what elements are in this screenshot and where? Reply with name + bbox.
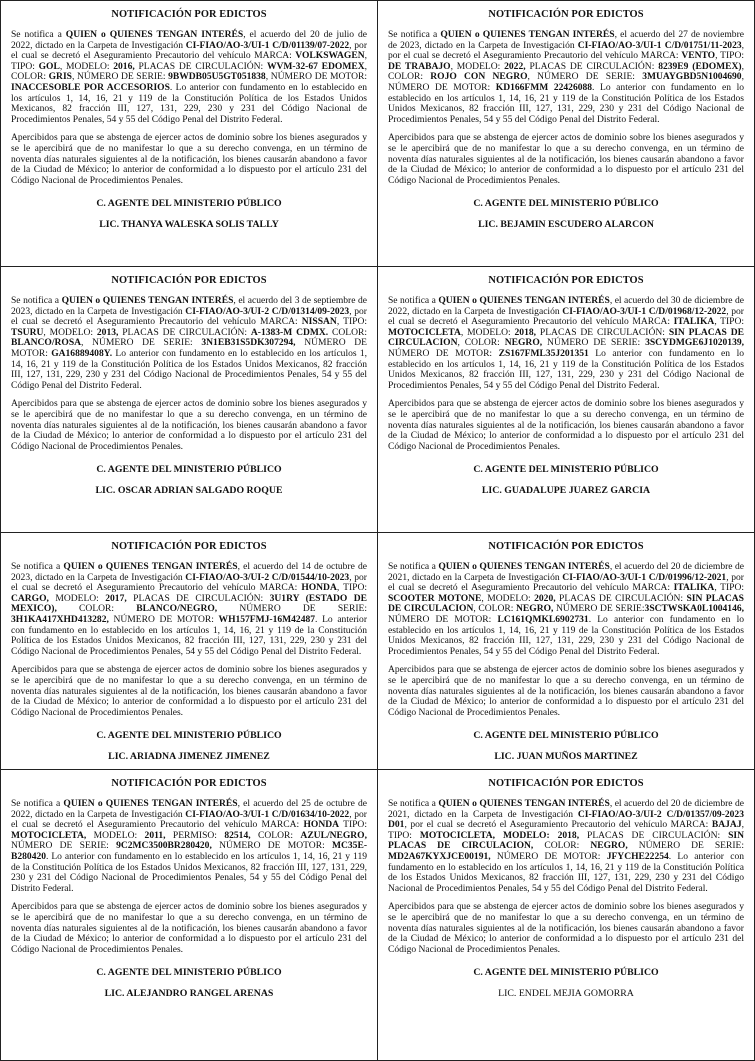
notice-body-text: MODELO: bbox=[48, 592, 106, 604]
notice-body-text: Se notifica a bbox=[388, 295, 439, 306]
notice-body-bold: WH157FMJ-16M42487 bbox=[218, 613, 316, 625]
notice-body-text: , TIPO: bbox=[715, 50, 744, 62]
notice-body-bold: KD166FMM 22426088 bbox=[495, 81, 593, 93]
notice-body-text: , TIPO: bbox=[714, 582, 744, 594]
signature-office: C. AGENTE DEL MINISTERIO PÚBLICO bbox=[473, 730, 659, 742]
notice-body-text: , MODELO: bbox=[481, 592, 535, 604]
notice-body-bold: CI-FIAO/AO-3/UI-1 C/D/01139/07-2022 bbox=[185, 39, 350, 51]
notice-body-bold: GRIS bbox=[48, 71, 72, 83]
notice-title: NOTIFICACIÓN POR EDICTOS bbox=[488, 778, 644, 789]
notice-body-text: PLACAS DE CIRCULACIÓN: bbox=[579, 829, 729, 841]
notice-body-text: NÚMERO DE MOTOR: bbox=[108, 613, 219, 625]
notice-body bbox=[388, 296, 744, 391]
notice-title: NOTIFICACIÓN POR EDICTOS bbox=[111, 778, 267, 789]
notice-body-bold: MD2A67KYXJCE00191, bbox=[388, 850, 491, 862]
signature-name: LIC. ARIADNA JIMENEZ JIMENEZ bbox=[108, 751, 270, 763]
notice-body bbox=[11, 296, 367, 391]
notice-body-text: , por el cual se decretó el Aseguramiento Precautorio del vehículo MARCA: bbox=[11, 305, 367, 328]
signature-name: LIC. THANYA WALESKA SOLIS TALLY bbox=[99, 219, 279, 231]
notice-body-text: , NÚMERO DE MOTOR: bbox=[388, 71, 744, 93]
notice-warning: Apercibidos para que se abstenga de ejercer actos de dominio sobre los bienes asegurados y se le apercibirá que de no manifestar lo que a su derecho convenga, en un término de noventa días naturales siguientes al de la notificación, los bienes causarán abandono a favor de la Ciudad de México; lo anterior de conformidad a lo dispuesto por el artículo 231 del Código Nacional de Procedimientos Penales. bbox=[11, 132, 367, 186]
notice-body-bold: WVM-32-67 EDOMEX bbox=[266, 60, 365, 72]
notice-body-text: , por el cual se decretó el Aseguramiento Precautorio del vehículo MARCA: bbox=[388, 39, 745, 62]
notice-body-bold: ZS167FML35J201351 bbox=[498, 347, 589, 359]
notice-body-bold: 3N1EB31S5DK307294, bbox=[201, 337, 296, 349]
notice-body-text: NÚMERO DE MOTOR: bbox=[211, 840, 332, 852]
notice-body-bold: TSURU bbox=[11, 326, 44, 338]
notice-body-bold: MOTOCICLETA bbox=[388, 326, 461, 338]
notice-body-bold: CI-FIAO/AO-3/UI-1 C/D/01996/12-2021 bbox=[562, 571, 727, 583]
notice-body-bold: ITALIKA bbox=[673, 316, 715, 328]
notice-body-text: PLACAS DE CIRCULACIÓN: bbox=[126, 592, 270, 604]
notice-body-bold: A-1383-M CDMX. bbox=[250, 326, 329, 338]
notice-body-bold: 2011, bbox=[144, 829, 166, 841]
signature-name: LIC. OSCAR ADRIAN SALGADO ROQUE bbox=[95, 485, 283, 497]
notice-warning: Apercibidos para que se abstenga de ejercer actos de dominio sobre los bienes asegurados y se le apercibirá que de no manifestar lo que a su derecho convenga, en un término de noventa días naturales siguientes al de la notificación, los bienes causarán abandono a favor de la Ciudad de México; lo anterior de conformidad a lo dispuesto por el artículo 231 del Código Nacional de Procedimientos Penales. bbox=[388, 398, 744, 452]
signature-office: C. AGENTE DEL MINISTERIO PÚBLICO bbox=[96, 967, 282, 979]
notice-2 bbox=[378, 1, 754, 267]
notice-body-bold: ITALIKA bbox=[673, 582, 715, 594]
notice-body-text: , por el cual se decretó el Aseguramiento Precautorio del vehículo MARCA: bbox=[388, 305, 744, 328]
notice-body-text: , el acuerdo del 25 de octubre de 2022, dictado en la Carpeta de Investigación bbox=[11, 798, 367, 820]
notice-body-bold: LC161QMKL6902731 bbox=[497, 613, 589, 625]
notice-body-bold: QUIEN o QUIENES TENGAN INTERÉS bbox=[440, 29, 615, 40]
notice-body-text: NÚMERO DE SERIE: bbox=[553, 603, 645, 615]
notice-body-text: COLOR: bbox=[533, 840, 591, 852]
notice-body-bold: VOLKSWAGEN bbox=[295, 50, 365, 62]
signature-office: C. AGENTE DEL MINISTERIO PÚBLICO bbox=[96, 730, 282, 742]
notice-body-bold: CI-FIAO/AO-3/UI-2 C/D/01314/09-2023 bbox=[185, 305, 350, 317]
notice-body-bold: INACCESOBLE POR ACCESORIOS bbox=[11, 81, 170, 93]
notice-title: NOTIFICACIÓN POR EDICTOS bbox=[488, 9, 644, 20]
notice-body-text: , TIPO: bbox=[11, 50, 367, 72]
notice-body-text: Lo anterior con fundamento en lo establecido en los artículos 1, 14, 16, 21 y 119 de la Constitución Política de los Estados Unidos Mexicanos, 82 fracción III, 127, 131, 229, 230 y 231 del Código Nacional de Procedimientos Penales, 54 y 55 del Código Penal del Distrito Federal. bbox=[11, 347, 367, 391]
notice-body-text: , TIPO: bbox=[336, 316, 367, 328]
signature-name: LIC. ENDEL MEJIA GOMORRA bbox=[498, 988, 634, 1000]
notice-body bbox=[388, 30, 744, 125]
notice-title: NOTIFICACIÓN POR EDICTOS bbox=[488, 541, 644, 552]
notice-warning: Apercibidos para que se abstenga de ejercer actos de dominio sobre los bienes asegurados y se le apercibirá que de no manifestar lo que a su derecho convenga, en un término de noventa días naturales siguientes al de la notificación, los bienes causarán abandono a favor de la Ciudad de México; lo anterior de conformidad a lo dispuesto por el artículo 231 del Código Nacional de Procedimientos Penales. bbox=[388, 132, 744, 186]
notice-body-text: COLOR: bbox=[328, 326, 367, 338]
notice-body-text: , COLOR: bbox=[473, 603, 517, 615]
notice-body-bold: 82514, bbox=[224, 829, 251, 841]
signature-name: LIC. ALEJANDRO RANGEL ARENAS bbox=[104, 988, 274, 1000]
notice-body-text: NÚMERO DE SERIE: bbox=[217, 603, 367, 615]
notice-body-bold: QUIEN o QUIENES TENGAN INTERÉS bbox=[63, 798, 238, 809]
notice-body-text: , COLOR: bbox=[457, 337, 505, 349]
notice-body-text: , MODELO: bbox=[43, 326, 97, 338]
notice-8 bbox=[378, 770, 754, 1060]
notice-body-bold: BLANCO/ROSA bbox=[11, 337, 82, 349]
notice-body-text: , el acuerdo del 30 de diciembre de 2022, dictado en la Carpeta de Investigación bbox=[388, 295, 744, 317]
notice-body-text: Se notifica a bbox=[388, 29, 441, 40]
notice-body-text: , el acuerdo del 27 de noviembre de 2023, dictado en la Carpeta de Investigación bbox=[388, 29, 744, 51]
notice-body-text: PLACAS DE CIRCULACIÓN: bbox=[536, 326, 669, 338]
notice-body-text: TIPO: bbox=[339, 819, 367, 831]
signature-office: C. AGENTE DEL MINISTERIO PÚBLICO bbox=[96, 464, 282, 476]
notice-warning: Apercibidos para que se abstenga de ejercer actos de dominio sobre los bienes asegurados y se le apercibirá que de no manifestar lo que a su derecho convenga, en un término de noventa días naturales siguientes al de la notificación, los bienes causarán abandono a favor de la Ciudad de México; lo anterior de conformidad a lo dispuesto por el artículo 231 del Código Nacional de Procedimientos Penales. bbox=[388, 901, 744, 955]
notice-body-text: , por el cual se decretó el Aseguramiento Precautorio del vehículo MARCA: bbox=[388, 571, 744, 594]
notice-body-text: . Lo anterior con fundamento en lo establecido en los artículos 1, 14, 16, 21 y 119 de la Constitución Política de los Estados Unidos Mexicanos, 82 fracción III, 127, 131, 229, 230 y 231 del Código Nacional de Procedimientos Penales, 54 y 55 del Código Penal del Distrito Federal. bbox=[11, 850, 367, 894]
notice-body-bold: SIN PLACAS DE CIRCULACION bbox=[388, 592, 744, 615]
notice-body-bold: QUIEN o QUIENES TENGAN INTERÉS bbox=[65, 29, 244, 40]
notice-body-text: MODELO: bbox=[86, 829, 145, 841]
notice-body-bold: DE TRABAJO bbox=[388, 60, 451, 72]
notice-body-bold: QUIEN o QUIENES TENGAN INTERÉS bbox=[438, 561, 610, 572]
notice-body bbox=[11, 562, 367, 657]
notice-title: NOTIFICACIÓN POR EDICTOS bbox=[111, 9, 267, 20]
notice-warning: Apercibidos para que se abstenga de ejercer actos de dominio sobre los bienes asegurados y se le apercibirá que de no manifestar lo que a su derecho convenga, en un término de noventa días naturales siguientes al de la notificación, los bienes causarán abandono a favor de la Ciudad de México; lo anterior de conformidad a lo dispuesto por el artículo 231 del Código Nacional de Procedimientos Penales. bbox=[11, 901, 367, 955]
notice-body-bold: MC35E-B280420 bbox=[11, 840, 367, 862]
notice-title: NOTIFICACIÓN POR EDICTOS bbox=[111, 541, 267, 552]
notice-body-text: NÚMERO DE MOTOR: bbox=[388, 347, 499, 359]
notice-body-bold: ROJO CON NEGRO bbox=[430, 71, 528, 83]
notice-warning: Apercibidos para que se abstenga de ejercer actos de dominio sobre los bienes asegurados y se le apercibirá que de no manifestar lo que a su derecho convenga, en un término de noventa días naturales siguientes al de la notificación, los bienes causarán abandono a favor de la Ciudad de México; lo anterior de conformidad a lo dispuesto por el artículo 231 del Código Nacional de Procedimientos Penales. bbox=[388, 664, 744, 718]
notice-body-text: NÚMERO DE SERIE: bbox=[11, 840, 117, 852]
notice-title: NOTIFICACIÓN POR EDICTOS bbox=[111, 275, 267, 286]
notice-body-text: , NÚMERO DE SERIE: bbox=[71, 71, 169, 83]
notice-body-bold: VENTO bbox=[681, 50, 716, 62]
notice-body-text: COLOR: bbox=[250, 829, 301, 841]
notice-body-text: , el acuerdo del 14 de octubre de 2023, dictado en la Carpeta de Investigación bbox=[11, 561, 367, 583]
notice-body-bold: 3SCTWSKA0L1004146, bbox=[644, 603, 745, 615]
signature-name: LIC. GUADALUPE JUAREZ GARCIA bbox=[481, 485, 651, 497]
notice-body-bold: NEGRO, bbox=[504, 337, 543, 349]
notice-body-bold: 2016, bbox=[113, 60, 135, 72]
notice-body-text: PERMISO: bbox=[165, 829, 225, 841]
notice-body-text: Se notifica a bbox=[11, 29, 66, 40]
notice-body-bold: 9C2MC3500BR280420, bbox=[116, 840, 212, 852]
notice-body-text: , MODELO: bbox=[460, 326, 515, 338]
notice-body-bold: 2020, bbox=[534, 592, 556, 604]
notice-body-text: Se notifica a bbox=[11, 295, 62, 306]
notice-body-text: , NÚMERO DE SERIE: bbox=[81, 337, 202, 349]
notice-warning: Apercibidos para que se abstenga de ejercer actos de dominio sobre los bienes asegurados y se le apercibirá que de no manifestar lo que a su derecho convenga, en un término de noventa días naturales siguientes al de la notificación, los bienes causarán abandono a favor de la Ciudad de México; lo anterior de conformidad a lo dispuesto por el artículo 231 del Código Nacional de Procedimientos Penales. bbox=[11, 398, 367, 452]
notice-body-bold: QUIEN o QUIENES TENGAN INTERÉS bbox=[438, 798, 610, 809]
notice-body-bold: 2018, bbox=[514, 326, 537, 338]
notice-body bbox=[388, 562, 744, 657]
notice-7 bbox=[1, 770, 378, 1060]
notice-body-text: PLACAS DE CIRCULACIÓN: bbox=[555, 592, 687, 604]
notice-body-text: , por el cual se decretó el Aseguramiento Precautorio del vehículo MARCA: bbox=[11, 39, 367, 62]
notice-body-text: NÚMERO DE SERIE: bbox=[542, 337, 646, 349]
notice-body-text: , TIPO: bbox=[714, 316, 744, 328]
notice-body-bold: CI-FIAO/AO-3/UI-1 C/D/01634/10-2022 bbox=[185, 808, 350, 820]
notice-body-bold: CARGO, bbox=[11, 592, 49, 604]
notice-body-bold: CI-FIAO/AO-3/UI-1 C/D/01968/12-2022 bbox=[562, 305, 727, 317]
notice-body-bold: HONDA bbox=[303, 819, 340, 831]
notice-body-bold: 8239E9 (EDOMEX) bbox=[658, 60, 742, 72]
notice-body-bold: MOTOCICLETA, bbox=[11, 829, 87, 841]
notice-body-text: , por el cual se decretó el Aseguramiento Precautorio del vehículo MARCA: bbox=[11, 571, 367, 594]
notice-body-text: PLACAS DE CIRCULACIÓN: bbox=[118, 326, 251, 338]
notice-body-bold: 2013, bbox=[96, 326, 119, 338]
notice-body-bold: 3H1KA417XHD413282, bbox=[11, 613, 109, 625]
signature-name: LIC. BEJAMIN ESCUDERO ALARCON bbox=[478, 219, 654, 231]
notice-body-text: , TIPO: bbox=[388, 819, 744, 841]
notice-body-text: PLACAS DE CIRCULACIÓN: bbox=[134, 60, 267, 72]
notice-body-bold: 2022, bbox=[504, 60, 526, 72]
notice-body-bold: JFYCHE22254 bbox=[606, 850, 669, 862]
notice-body-text: , por el cual se decretó el Aseguramiento Precautorio del vehículo MARCA: bbox=[11, 808, 367, 831]
notice-body-bold: BAJAJ bbox=[711, 819, 742, 831]
notice-body-bold: GA16889408Y. bbox=[51, 347, 113, 359]
notice-body-text: Se notifica a bbox=[11, 798, 64, 809]
notice-body-bold: MOTOCICLETA, MODELO: 2018, bbox=[419, 829, 580, 841]
notice-body-bold: AZUL/NEGRO, bbox=[300, 829, 367, 841]
notice-body-text: NÚMERO DE MOTOR: bbox=[11, 337, 367, 359]
notice-body-bold: 3U1RY (ESTADO DE MEXICO), bbox=[11, 592, 367, 615]
notice-body bbox=[11, 30, 367, 125]
notice-body-bold: 3SCYDMGE6J1020139, bbox=[645, 337, 744, 349]
notice-body-bold: CI-FIAO/AO-3/UI-2 C/D/01357/09-2023 D01 bbox=[388, 808, 744, 831]
notice-body-text: Se notifica a bbox=[388, 798, 439, 809]
notice-body-text: , COLOR: bbox=[388, 60, 744, 83]
notice-body-text: COLOR: bbox=[56, 603, 137, 615]
notice-body-text: , MODELO: bbox=[450, 60, 505, 72]
notice-body-text: , TIPO: bbox=[336, 582, 367, 594]
notice-warning: Apercibidos para que se abstenga de ejercer actos de dominio sobre los bienes asegurados y se le apercibirá que de no manifestar lo que a su derecho convenga, en un término de noventa días naturales siguientes al de la notificación, los bienes causarán abandono a favor de la Ciudad de México; lo anterior de conformidad a lo dispuesto por el artículo 231 del Código Nacional de Procedimientos Penales. bbox=[11, 664, 367, 718]
notice-5 bbox=[1, 533, 378, 770]
notice-body-text: Lo anterior con fundamento en lo establecido en los artículos 1, 14, 16, 21 y 119 de la Constitución Política de los Estados Unidos Mexicanos, 82 fracción III, 127, 131, 229, 230 y 231 del Código Nacional de Procedimientos Penales, 54 y 55 del Código Penal del Distrito Federal. bbox=[388, 347, 744, 391]
signature-office: C. AGENTE DEL MINISTERIO PÚBLICO bbox=[473, 198, 659, 210]
notice-body-text: , el acuerdo del 3 de septiembre de 2023, dictado en la Carpeta de Investigación bbox=[11, 295, 368, 317]
notice-body-bold: QUIEN o QUIENES TENGAN INTERÉS bbox=[61, 295, 234, 306]
notice-body-bold: GOL bbox=[38, 60, 60, 72]
notice-body-text: , NÚMERO DE SERIE: bbox=[527, 71, 643, 83]
notice-body-text: Se notifica a bbox=[11, 561, 64, 572]
notice-body-bold: 9BWDB05U5GT051838 bbox=[168, 71, 266, 83]
notice-body-text: . Lo anterior con fundamento en lo establecido en los artículos 1, 14, 16, 21 y 119 de la Constitución Política de los Estados Unidos Mexicanos, 82 fracción III, 127, 131, 229, 230 y 231 del Código Nacional de Procedimientos Penales, 54 y 55 del Código Penal del Distrito Federal. bbox=[388, 81, 744, 125]
notice-body-text: , MODELO: bbox=[59, 60, 114, 72]
notice-body-text: . Lo anterior con fundamento en lo establecido en los artículos 1, 14, 16, 21 y 119 de la Constitución Política de los Estados Unidos Mexicanos, 82 fracción III, 127, 131, 229, 230 y 231 del Código Nacional de Procedimientos Penales, 54 y 55 del Código Penal del Distrito Federal. bbox=[388, 850, 744, 894]
notice-body-bold: NEGRO, bbox=[516, 603, 554, 615]
notice-body-text: , por el cual se decretó el Aseguramiento Precautorio del vehículo MARCA: bbox=[404, 819, 712, 831]
notice-body bbox=[388, 799, 744, 894]
notice-body-bold: QUIEN o QUIENES TENGAN INTERÉS bbox=[63, 561, 238, 572]
signature-name: LIC. JUAN MUÑOS MARTINEZ bbox=[494, 751, 638, 763]
notice-6 bbox=[378, 533, 754, 770]
notice-body-bold: SCOOTER MOTONE bbox=[388, 592, 482, 604]
notice-body-bold: HONDA bbox=[301, 582, 337, 594]
notice-body-text: NÚMERO DE SERIE: bbox=[627, 840, 744, 852]
notice-1 bbox=[1, 1, 378, 267]
notice-body-bold: SIN PLACAS DE CIRCULACION, bbox=[388, 829, 744, 852]
notice-body-bold: 3MUAYGBD5N1004690 bbox=[642, 71, 742, 83]
notice-4 bbox=[378, 267, 754, 533]
notice-body bbox=[11, 799, 367, 894]
signature-office: C. AGENTE DEL MINISTERIO PÚBLICO bbox=[473, 967, 659, 979]
notice-body-bold: BLANCO/NEGRO, bbox=[136, 603, 218, 615]
notice-body-bold: CI-FIAO/AO-3/UI-2 C/D/01544/10-2023 bbox=[185, 571, 350, 583]
notice-body-bold: NISSAN bbox=[301, 316, 337, 328]
notice-body-text: . Lo anterior con fundamento en lo establecido en los artículos 1, 14, 16, 21 y 119 de la Constitución Política de los Estados Unidos Mexicanos, 82 fracción III, 127, 131, 229, 230 y 231 del Código Nacional de Procedimientos Penales, 54 y 55 del Código Penal del Distrito Federal. bbox=[388, 613, 744, 657]
notice-body-text: NÚMERO DE MOTOR: bbox=[388, 613, 498, 625]
notice-body-text: , COLOR: bbox=[11, 60, 367, 83]
notice-body-bold: NEGRO, bbox=[590, 840, 628, 852]
notice-body-bold: 2017, bbox=[105, 592, 127, 604]
signature-office: C. AGENTE DEL MINISTERIO PÚBLICO bbox=[473, 464, 659, 476]
notice-body-text: , NÚMERO DE MOTOR: bbox=[265, 71, 367, 83]
notice-body-bold: SIN PLACAS DE CIRCULACION bbox=[388, 326, 744, 349]
notice-body-text: . Lo anterior con fundamento en lo establecido en los artículos 1, 14, 16, 21 y 119 de la Constitución Política de los Estados Unidos Mexicanos, 82 fracción III, 127, 131, 229, 230 y 231 del Código Nacional de Procedimientos Penales, 54 y 55 del Código Penal del Distrito Federal. bbox=[11, 81, 368, 125]
notice-3 bbox=[1, 267, 378, 533]
notice-body-text: , el acuerdo del 20 de julio de 2022, dictado en la Carpeta de Investigación bbox=[11, 29, 368, 51]
notice-body-text: Se notifica a bbox=[388, 561, 439, 572]
notice-body-text: . Lo anterior con fundamento en lo establecido en los artículos 1, 14, 16, 21 y 119 de la Constitución Política de los Estados Unidos Mexicanos, 82 fracción III, 127, 131, 229, 230 y 231 del Código Nacional de Procedimientos Penales, 54 y 55 del Código Penal del Distrito Federal. bbox=[11, 613, 368, 657]
notice-body-text: NÚMERO DE MOTOR: bbox=[490, 850, 607, 862]
notice-body-bold: QUIEN o QUIENES TENGAN INTERÉS bbox=[438, 295, 610, 306]
notice-body-bold: CI-FIAO/AO-3/UI-1 C/D/01751/11-2023 bbox=[577, 39, 742, 51]
notice-body-text: PLACAS DE CIRCULACIÓN: bbox=[525, 60, 659, 72]
notice-body-text: , el acuerdo del 20 de diciembre de 2021, dictado en la Carpeta de Investigación bbox=[388, 561, 744, 583]
signature-office: C. AGENTE DEL MINISTERIO PÚBLICO bbox=[96, 198, 282, 210]
notice-title: NOTIFICACIÓN POR EDICTOS bbox=[488, 275, 644, 286]
notice-body-text: , el acuerdo del 20 de diciembre de 2021, dictado en la Carpeta de Investigación bbox=[388, 798, 744, 820]
